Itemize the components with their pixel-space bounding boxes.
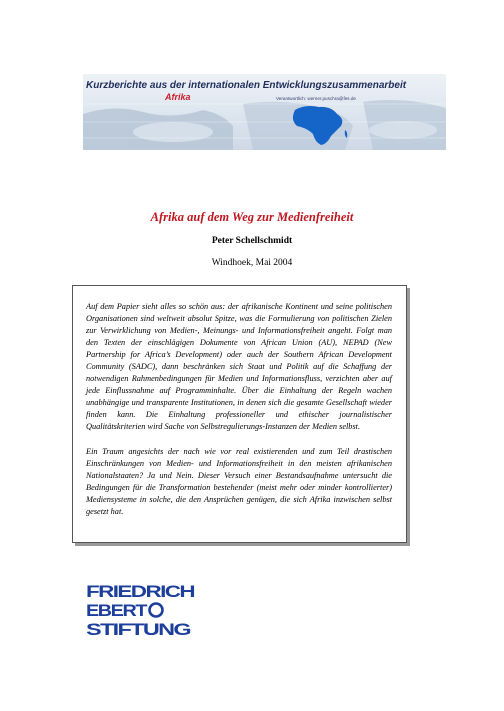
abstract-paragraph-1: Auf dem Papier sieht alles so schön aus: der afrikanische Kontinent und seine politischen Organisationen sind weltweit absolut Spitze, was die Formulierung von politischen Zielen zur Verwirklichung von Medien-, Meinungs- und Informationsfreiheit angeht. Folgt man den Texten der einschlägigen Dokumente von African Union (AU), NEPAD (New Partnership for Africa’s Development) oder auch der Southern African Development Community (SADC), dann beschränken sich Staat und Politik auf die Schaffung der notwendigen Rahmenbedingungen für Medien und Informationsfluss, verzichten aber auf jede Einflussnahme auf Programminhalte. Über die Einhaltung der Regeln wachen unabhängige und transparente Institutionen, in denen sich die gesamte Gesellschaft wieder finden kann. Die Einhaltung professioneller und ethischer journalistischer Qualitätskriterien wird Sache von Selbstregulierungs-Instanzen der Medien selbst.	[86, 302, 392, 432]
abstract-box	[72, 285, 407, 543]
abstract-paragraph-2: Ein Traum angesichts der nach wie vor real existierenden und zum Teil drastischen Einschränkungen von Medien- und Informationsfreiheit in den meisten afrikanischen Nationalstaaten? Ja und Nein. Dieser Versuch einer Bestandsaufnahme untersucht die Bedingungen für die Transformation bestehender (meist mehr oder minder kontrollierter) Mediensysteme in solche, die den Ansprüchen genügen, die sich Afrika inzwischen selbst gesetzt hat.	[86, 446, 392, 516]
logo-ring-shape	[150, 604, 163, 617]
header-banner	[83, 74, 446, 150]
place-date: Windhoek, Mai 2004	[211, 258, 293, 268]
author-name: Peter Schellschmidt	[211, 236, 293, 246]
logo-line-1: FRIEDRICH	[86, 582, 196, 601]
banner-title: Kurzberichte aus der internationalen Entwicklungszusammenarbeit	[86, 80, 407, 91]
logo-line-2: EBERT	[86, 601, 149, 620]
fes-logo	[86, 582, 196, 638]
logo-line-3: STIFTUNG	[86, 620, 192, 638]
banner-region: Afrika	[165, 92, 191, 102]
document-title: Afrika auf dem Weg zur Medienfreiheit	[150, 210, 354, 224]
banner-contact: Verantwortlich: werner.puschra@fes.de	[276, 96, 356, 101]
